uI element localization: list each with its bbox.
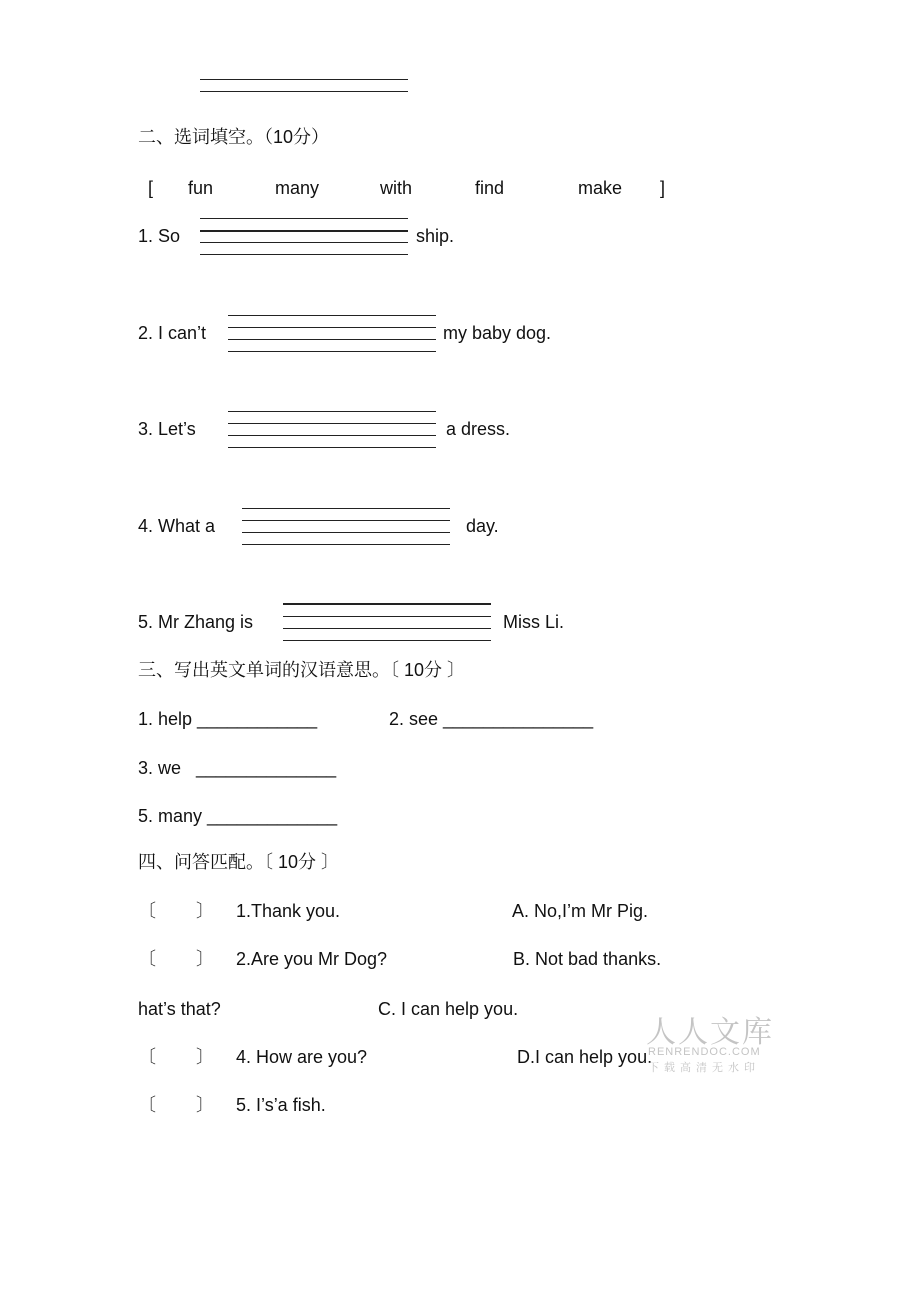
- fill-item-suffix: ship.: [416, 226, 455, 246]
- match-bracket: 〔 〕: [138, 901, 215, 921]
- word-bank-close-bracket: ]: [660, 178, 666, 198]
- word-bank-word: find: [475, 178, 505, 198]
- blank-line: [283, 603, 491, 605]
- word-bank-word: many: [275, 178, 320, 198]
- blank-line: [200, 242, 408, 243]
- blank-line: [228, 447, 436, 448]
- blank-line: [228, 423, 436, 424]
- match-answer: B. Not bad thanks.: [513, 949, 662, 969]
- word-bank-open-bracket: [: [148, 178, 154, 198]
- blank-line: [200, 218, 408, 219]
- answer-line: [200, 79, 408, 80]
- word-bank-word: with: [380, 178, 413, 198]
- blank-line: [242, 508, 450, 509]
- fill-item-prefix: 3. Let’s: [138, 419, 196, 439]
- match-bracket: 〔 〕: [138, 949, 215, 969]
- section-2-title: 二、选词填空。（10分）: [138, 127, 330, 147]
- word-bank-word: fun: [188, 178, 214, 198]
- blank-line: [242, 544, 450, 545]
- translate-item: 3. we ______________: [138, 758, 337, 778]
- match-question: 1.Thank you.: [236, 901, 341, 921]
- blank-line: [228, 411, 436, 412]
- blank-line: [228, 351, 436, 352]
- blank-line: [283, 628, 491, 629]
- blank-line: [242, 532, 450, 533]
- blank-line: [283, 640, 491, 641]
- fill-item-prefix: 4. What a: [138, 516, 216, 536]
- blank-line: [228, 435, 436, 436]
- fill-item-suffix: Miss Li.: [503, 612, 565, 632]
- match-answer: A. No,I’m Mr Pig.: [512, 901, 649, 921]
- watermark-url: RENRENDOC.COM: [648, 1046, 761, 1058]
- match-question: 5. I’s’a fish.: [236, 1095, 326, 1115]
- fill-item-suffix: a dress.: [446, 419, 511, 439]
- match-bracket: 〔 〕: [138, 1095, 215, 1115]
- blank-line: [200, 230, 408, 232]
- section-4-title: 四、问答匹配。〔 10分 〕: [138, 852, 340, 872]
- section-3-title: 三、写出英文单词的汉语意思。〔 10分 〕: [138, 660, 466, 680]
- match-question: 2.Are you Mr Dog?: [236, 949, 388, 969]
- match-question: hat’s that?: [138, 999, 221, 1019]
- fill-item-suffix: day.: [466, 516, 499, 536]
- blank-line: [242, 520, 450, 521]
- blank-line: [228, 327, 436, 328]
- blank-line: [200, 254, 408, 255]
- translate-item: 2. see _______________: [389, 709, 594, 729]
- word-bank-word: make: [578, 178, 623, 198]
- match-answer: C. I can help you.: [378, 999, 519, 1019]
- translate-item: 5. many _____________: [138, 806, 338, 826]
- fill-item-suffix: my baby dog.: [443, 323, 552, 343]
- watermark-logo: [646, 1016, 774, 1080]
- blank-line: [228, 315, 436, 316]
- watermark-name: 人人文库: [646, 1016, 774, 1049]
- blank-line: [228, 339, 436, 340]
- fill-item-prefix: 1. So: [138, 226, 181, 246]
- blank-line: [283, 616, 491, 617]
- match-bracket: 〔 〕: [138, 1047, 215, 1067]
- fill-item-prefix: 2. I can’t: [138, 323, 207, 343]
- answer-line: [200, 91, 408, 92]
- fill-item-prefix: 5. Mr Zhang is: [138, 612, 254, 632]
- match-question: 4. How are you?: [236, 1047, 368, 1067]
- match-answer: D.I can help you.: [517, 1047, 653, 1067]
- watermark-subtitle: 下载高清无水印: [648, 1062, 760, 1074]
- translate-item: 1. help ____________: [138, 709, 318, 729]
